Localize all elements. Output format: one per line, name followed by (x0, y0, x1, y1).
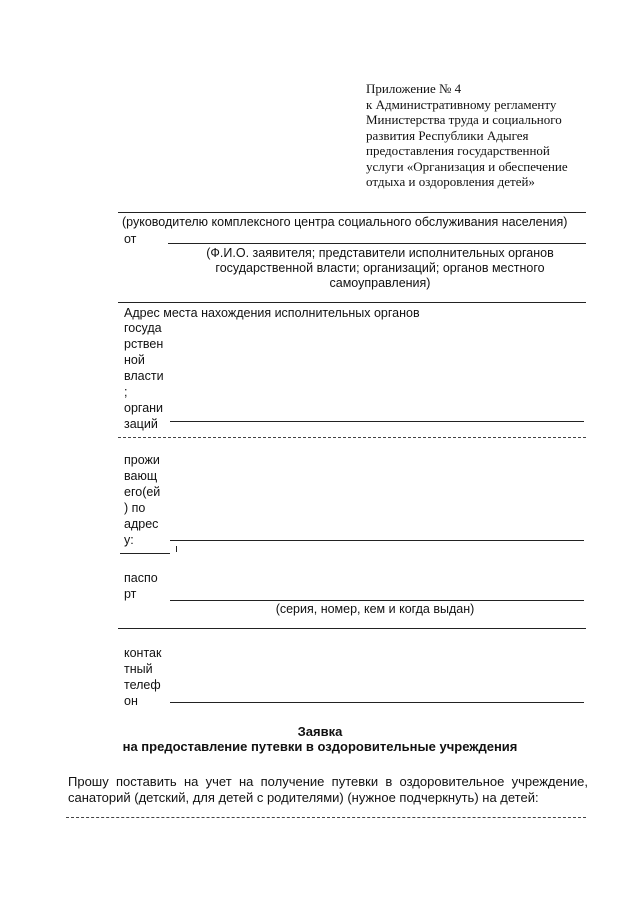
address-fragment: госуда (124, 321, 162, 335)
address-heading: Адрес места нахождения исполнительных органов (124, 306, 420, 320)
applicant-name-line[interactable] (168, 243, 586, 244)
appendix-line: развития Республики Адыгея (366, 127, 529, 143)
residence-fragments (124, 452, 160, 548)
residence-fragment: адрес (124, 517, 159, 531)
separator-line (118, 437, 586, 438)
applicant-caption-line: (Ф.И.О. заявителя; представители исполнительных органов (206, 246, 554, 260)
address-input-line[interactable] (170, 421, 584, 422)
passport-caption: (серия, номер, кем и когда выдан) (275, 602, 475, 616)
passport-bottom-line[interactable] (118, 628, 586, 629)
director-line[interactable] (118, 212, 586, 213)
residence-fragment: прожи (124, 453, 160, 467)
phone-fragment: он (124, 694, 138, 708)
appendix-block (366, 81, 616, 190)
applicant-caption-line: самоуправления) (329, 276, 431, 290)
residence-input-line[interactable] (170, 540, 584, 541)
address-fragment: органи (124, 401, 164, 415)
tick-mark (176, 546, 179, 552)
appendix-line: услуги «Организация и обеспечение (366, 158, 568, 174)
from-label: от (124, 232, 137, 246)
passport-input-line[interactable] (170, 600, 584, 601)
address-fragment: ; (124, 385, 128, 399)
passport-fragments (124, 570, 158, 602)
phone-fragment: тный (124, 662, 153, 676)
residence-fragment: его(ей (124, 485, 161, 499)
applicant-caption (180, 246, 580, 291)
residence-extra-line[interactable] (120, 553, 170, 554)
passport-fragment: паспо (124, 571, 158, 585)
address-fragments (124, 320, 164, 432)
appendix-line: к Административному регламенту (366, 96, 557, 112)
request-body: Прошу поставить на учет на получение путевки в оздоровительное учреждение, санаторий (детский, для детей с родителями) (нужное подчеркнуть) на детей: (68, 774, 588, 805)
passport-fragment: рт (124, 587, 137, 601)
phone-fragment: телеф (124, 678, 161, 692)
request-title: Заявка (297, 724, 343, 739)
applicant-caption-line: государственной власти; организаций; органов местного (215, 261, 545, 275)
appendix-line: Министерства труда и социального (366, 112, 562, 127)
director-caption: (руководителю комплексного центра социального обслуживания населения) (122, 215, 568, 229)
appendix-line: Приложение № 4 (366, 81, 462, 96)
residence-fragment: ) по (124, 501, 146, 515)
address-fragment: заций (124, 417, 158, 431)
phone-fragment: контак (124, 646, 162, 660)
appendix-line: предоставления государственной (366, 143, 550, 158)
address-top-line (118, 302, 586, 303)
address-fragment: ной (124, 353, 145, 367)
phone-input-line[interactable] (170, 702, 584, 703)
request-subtitle: на предоставление путевки в оздоровительные учреждения (122, 739, 518, 754)
address-fragment: рствен (124, 337, 164, 351)
phone-fragments (124, 645, 161, 709)
residence-fragment: вающ (124, 469, 158, 483)
children-input-line[interactable] (66, 817, 586, 818)
residence-fragment: у: (124, 533, 134, 547)
address-fragment: власти (124, 369, 164, 383)
appendix-line: отдыха и оздоровления детей» (366, 174, 535, 189)
